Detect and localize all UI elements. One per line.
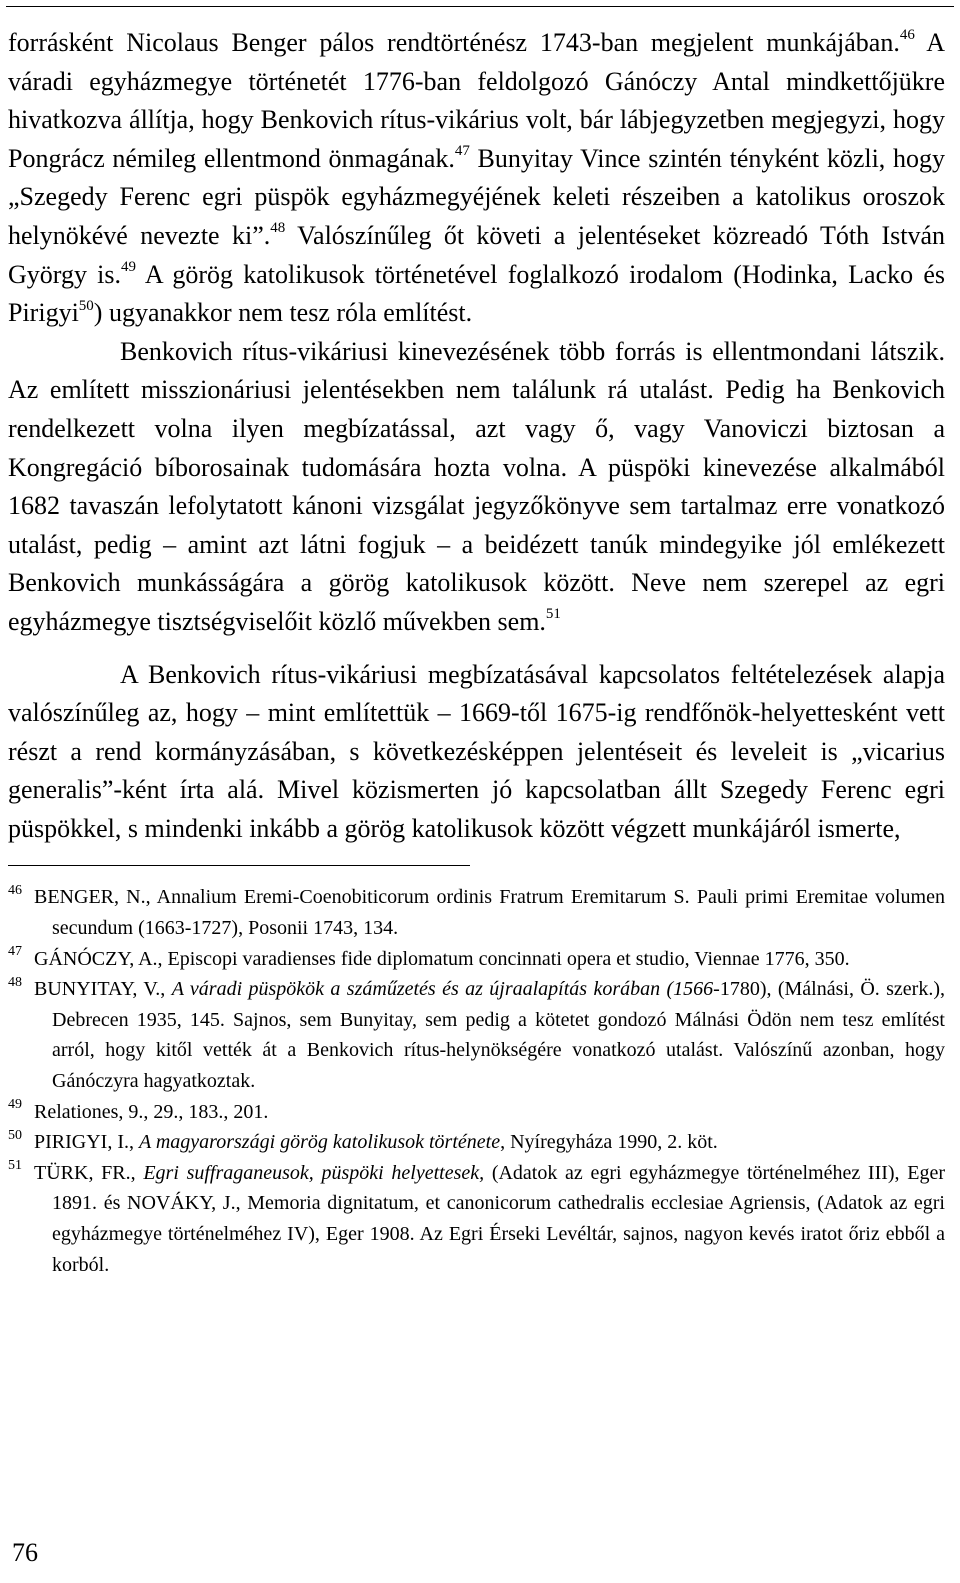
footnotes <box>8 882 945 1280</box>
header-rule <box>6 6 954 7</box>
footnote-ref-46[interactable]: 46 <box>899 27 915 44</box>
footnote-ref-51[interactable]: 51 <box>545 606 561 623</box>
footnote-title-italic: A magyarországi görög katolikusok története <box>139 1131 501 1154</box>
footnote-title-italic: A váradi püspökök a száműzetés és az újraalapítás korában (1566- <box>171 978 720 1001</box>
paragraph-1: forrásként Nicolaus Benger pálos rendtörténész 1743-ban megjelent munkájában.$^{46}$ A váradi egyházmegye történetét 1776-ban feldolgozó Gánóczy Antal mindkettőjükre hivatkozva állítja, hogy Benkovich rítus-vikárius volt, bár lábjegyzetben megjegyzi, hogy Pongrácz némileg ellentmond önmagának.$^{47}$ Bunyitay Vince szintén tényként közli, hogy „Szegedy Ferenc egri püspök egyházmegyéjének keleti részeiben a katolikus oroszok helynökévé nevezte ki”.$^{48}$ Valószínűleg őt követi a jelentéseket közreadó Tóth István György is.$^{49}$ A görög katolikusok történetével foglalkozó irodalom (Hodinka, Lacko és Pirigyi$^{50}$) ugyanakkor nem tesz róla említést. <box>8 27 946 328</box>
footnote-46: 46 BENGER, N., Annalium Eremi-Coenobiticorum ordinis Fratrum Eremitarum S. Pauli primi Eremitae volumen secundum (1663-1727), Posonii 1743, 134. <box>8 882 945 940</box>
footnote-48: 48 BUNYITAY, V., A váradi püspökök a száműzetés és az újraalapítás korában (1566-1780), (Málnási, Ö. szerk.), Debrecen 1935, 145. Sajnos, sem Bunyitay, sem pedig a kötetet gondozó Málnási Ödön nem tesz említést arról, hogy kitől vették át a Benkovich rítus-helynökségére vonatkozó utalást. Valószínű azonban, hogy Gánóczyra hagyatkoztak. <box>8 974 946 1093</box>
paragraph-2: Benkovich rítus-vikáriusi kinevezésének több forrás is ellentmondani látszik. Az említett misszionáriusi jelentésekben nem találunk rá utalást. Pedig ha Benkovich rendelkezett volna ilyen megbízatással, azt vagy ő, vagy Vanoviczi biztosan a Kongregáció bíborosainak tudomására hozta volna. A püspöki kinevezése alkalmából 1682 tavaszán lefolytatott kánoni vizsgálat jegyzőkönyve sem tartalmaz erre vonatkozó utalást, pedig – amint azt látni fogjuk – a beidézett tanúk mindegyike jól emlékezett Benkovich munkásságára a görög katolikusok között. Neve nem szerepel az egri egyházmegye tisztségviselőit közlő művekben sem.$^{51}$ <box>8 336 945 636</box>
footnote-ref-49[interactable]: 49 <box>121 258 137 275</box>
footnote-ref-50[interactable]: 50 <box>78 297 94 314</box>
footnote-50: 50 PIRIGYI, I., A magyarországi görög katolikusok története, Nyíregyháza 1990, 2. köt. <box>8 1127 718 1154</box>
footnote-separator <box>8 865 470 866</box>
paragraph-3: A Benkovich rítus-vikáriusi megbízatásával kapcsolatos feltételezések alapja valószínűleg az, hogy – mint említettük – 1669-től 1675-ig rendfőnök-helyettesként vett részt a rend kormányzásában, s következésképpen jelentéseit és leveleit is „vicarius generalis”-ként írta alá. Mivel közismerten jó kapcsolatban állt Szegedy Ferenc egri püspökkel, s mindenki inkább a görög katolikusok között végzett munkájáról ismerte, <box>8 659 945 843</box>
footnote-47: 47 GÁNÓCZY, A., Episcopi varadienses fide diplomatum concinnati opera et studio, Viennae 1776, 350. <box>8 944 850 970</box>
page-content <box>8 24 945 1280</box>
page-number: 76 <box>12 1538 38 1567</box>
footnote-ref-47[interactable]: 47 <box>454 143 470 160</box>
footnote-ref-48[interactable]: 48 <box>270 220 286 237</box>
body-text <box>8 24 945 848</box>
footnote-49: 49 Relationes, 9., 29., 183., 201. <box>8 1096 269 1123</box>
footnote-title-italic: Egri suffraganeusok, püspöki helyettesek, <box>143 1161 485 1184</box>
footnote-51: 51 TÜRK, FR., Egri suffraganeusok, püspöki helyettesek, (Adatok az egri egyházmegye történelméhez III), Eger 1891. és NOVÁKY, J., Memoria dignitatum, et canonicorum cathedralis ecclesiae Agriensis, (Adatok az egri egyházmegye történelméhez IV), Eger 1908. Az Egri Érseki Levéltár, sajnos, nagyon kevés iratot őriz ebből a korból. <box>8 1158 946 1276</box>
